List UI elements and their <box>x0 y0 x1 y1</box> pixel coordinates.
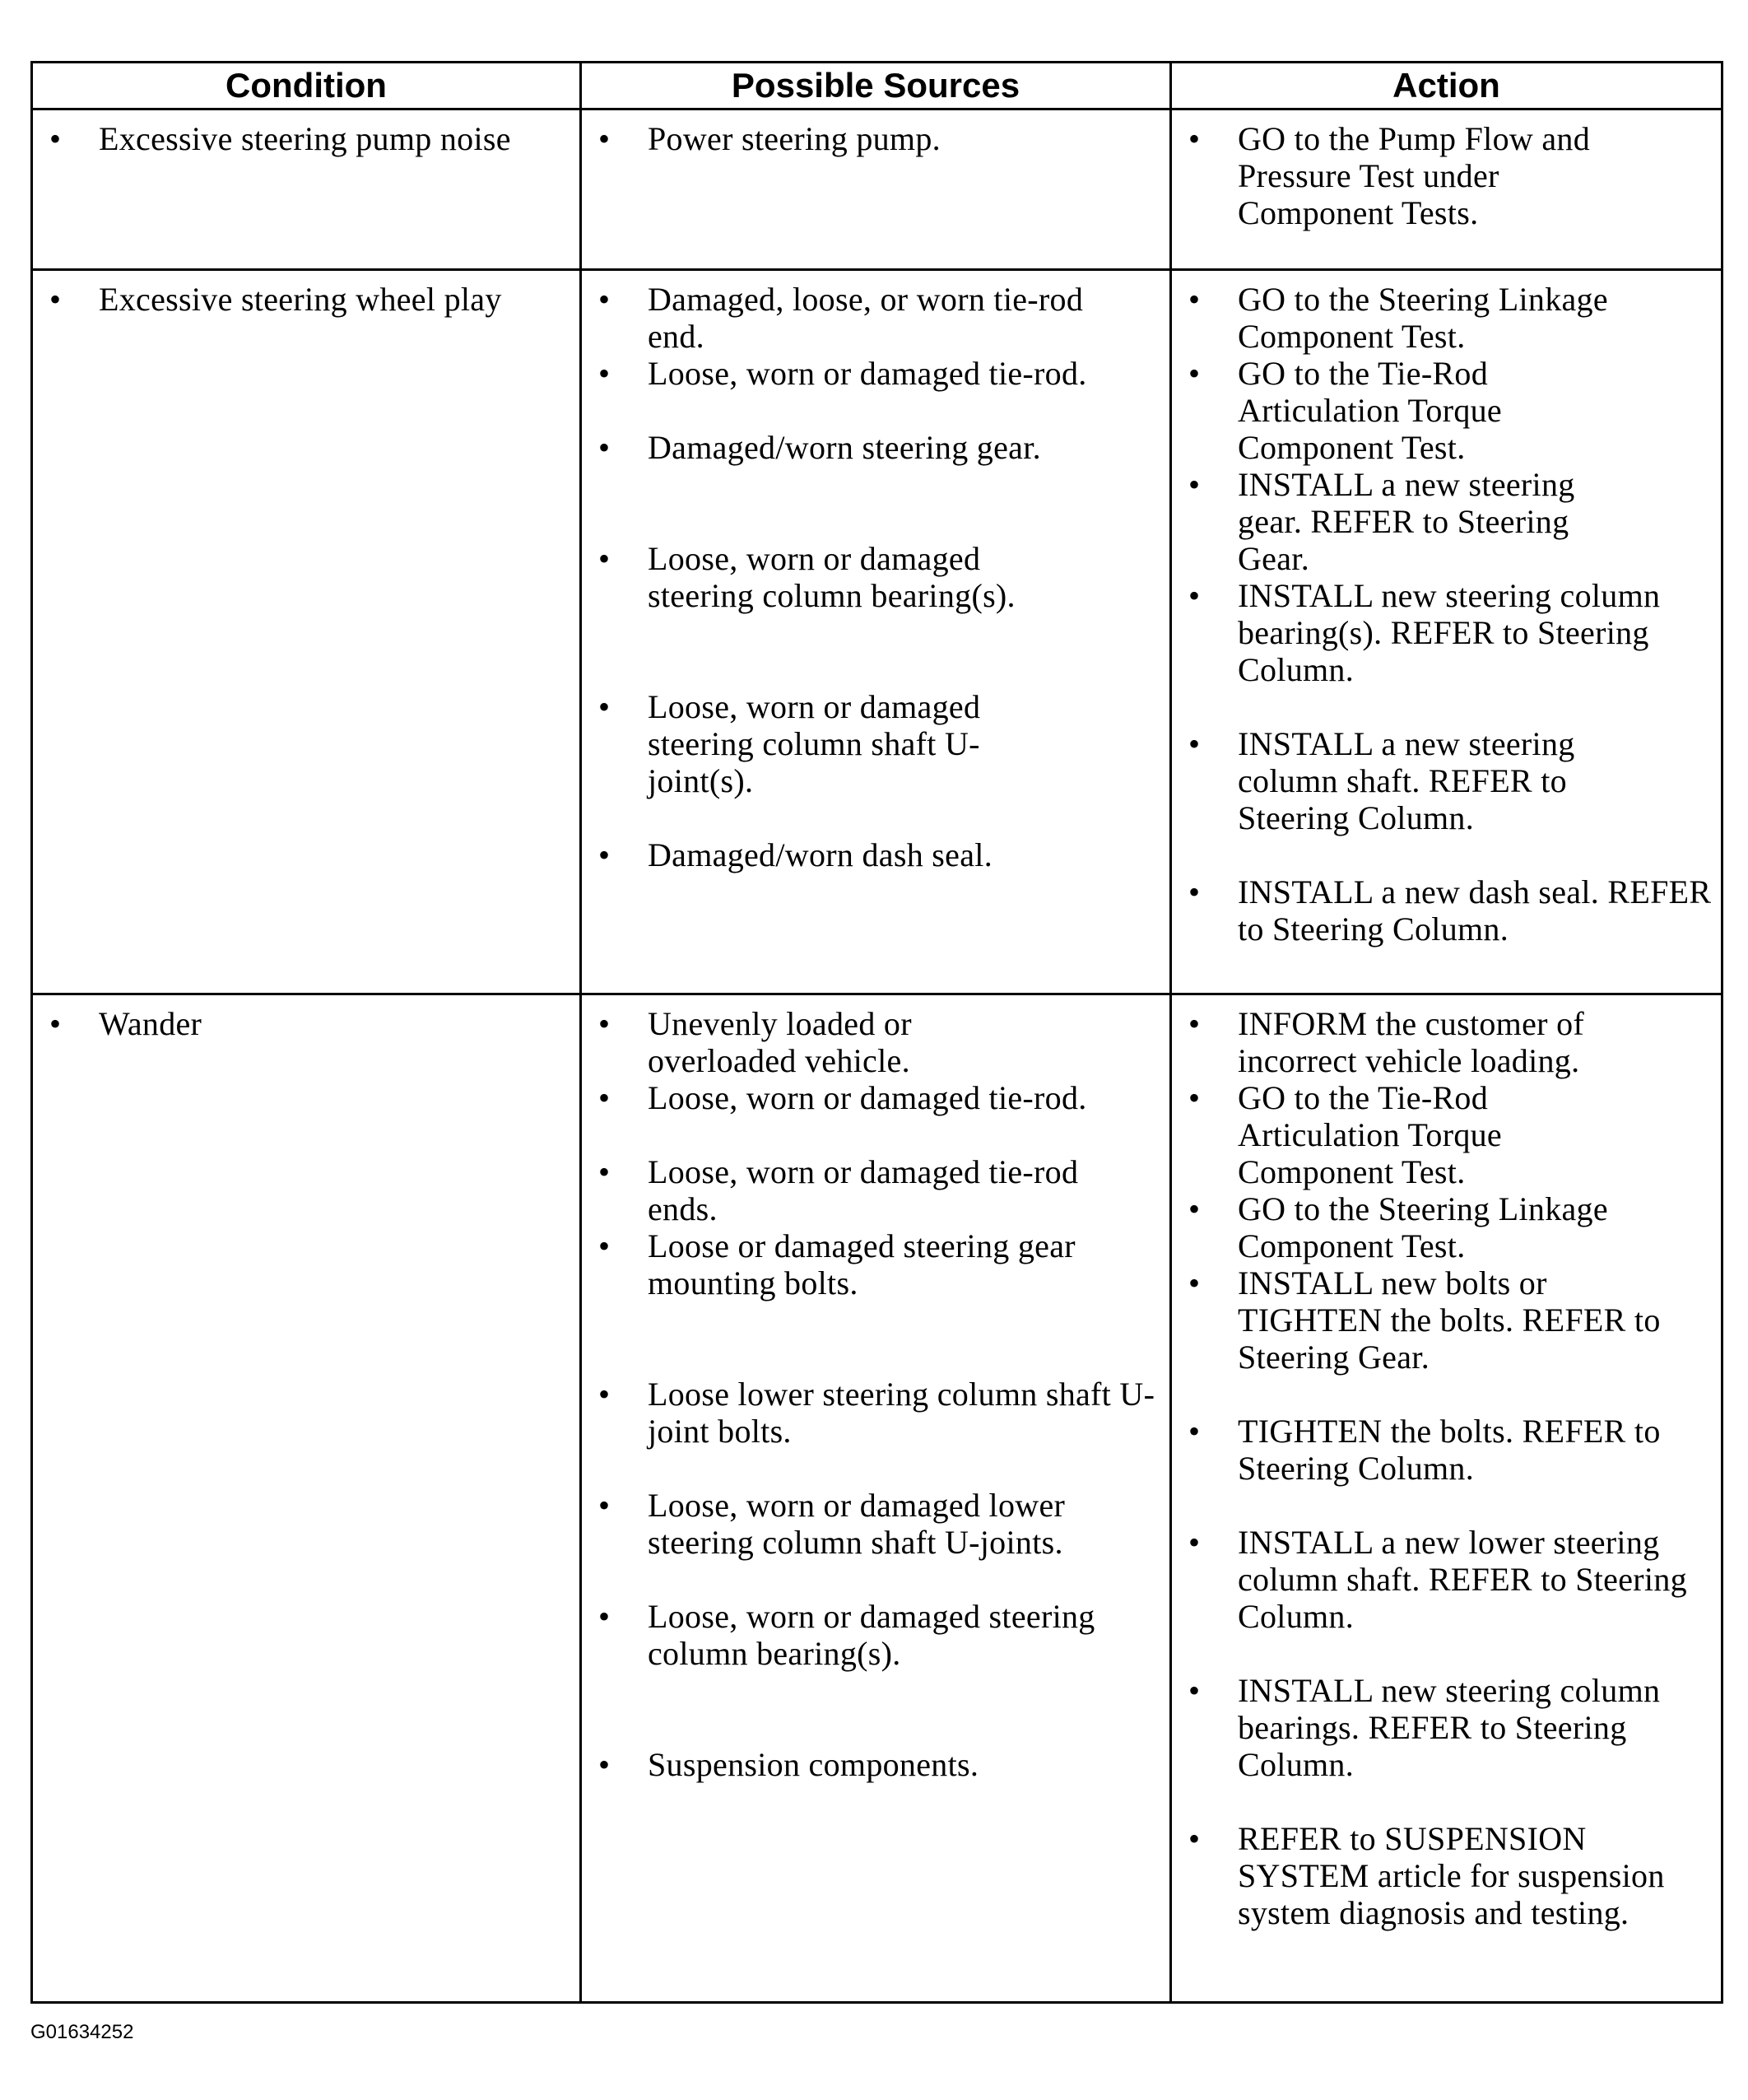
source-item: • Unevenly loaded or overloaded vehicle. <box>590 1005 1161 1079</box>
source-item: • Loose, worn or damaged steering column bearing(s). <box>590 1598 1161 1672</box>
header-row <box>32 63 1722 109</box>
condition-item: • Excessive steering pump noise <box>41 120 571 157</box>
source-item: • Damaged, loose, or worn tie-rod end. <box>590 281 1161 355</box>
action-item: • GO to the Steering Linkage Component Test. <box>1180 1190 1713 1264</box>
action-item: • GO to the Pump Flow and Pressure Test under Component Tests. <box>1180 120 1713 231</box>
condition-cell <box>32 270 581 994</box>
action-item: • GO to the Tie-Rod Articulation Torque Component Test. <box>1180 355 1713 466</box>
action-item: • INSTALL a new dash seal. REFER to Steering Column. <box>1180 873 1713 948</box>
header-action: Action <box>1171 63 1722 109</box>
action-item: • INSTALL a new steering gear. REFER to Steering Gear. <box>1180 466 1713 577</box>
action-item: • GO to the Tie-Rod Articulation Torque Component Test. <box>1180 1079 1713 1190</box>
condition-cell <box>32 109 581 270</box>
source-item: • Loose, worn or damaged tie-rod. <box>590 355 1161 392</box>
action-item: • REFER to SUSPENSION SYSTEM article for suspension system diagnosis and testing. <box>1180 1820 1713 1931</box>
action-item: • GO to the Steering Linkage Component Test. <box>1180 281 1713 355</box>
action-item: • INSTALL new steering column bearing(s). REFER to Steering Column. <box>1180 577 1713 688</box>
source-item: • Damaged/worn steering gear. <box>590 429 1161 466</box>
source-item: • Power steering pump. <box>590 120 1161 157</box>
table-row <box>32 994 1722 2003</box>
source-item: • Loose, worn or damaged steering column bearing(s). <box>590 540 1161 614</box>
actions-cell <box>1171 994 1722 2003</box>
table-row <box>32 270 1722 994</box>
sources-cell <box>581 270 1171 994</box>
source-item: • Loose, worn or damaged tie-rod. <box>590 1079 1161 1116</box>
sources-cell <box>581 994 1171 2003</box>
action-item: • INSTALL new bolts or TIGHTEN the bolts. REFER to Steering Gear. <box>1180 1264 1713 1376</box>
source-item: • Loose or damaged steering gear mounting bolts. <box>590 1227 1161 1301</box>
action-item: • TIGHTEN the bolts. REFER to Steering Column. <box>1180 1413 1713 1487</box>
action-item: • INSTALL new steering column bearings. REFER to Steering Column. <box>1180 1672 1713 1783</box>
source-item: • Suspension components. <box>590 1746 1161 1783</box>
action-item: • INFORM the customer of incorrect vehicle loading. <box>1180 1005 1713 1079</box>
sources-cell <box>581 109 1171 270</box>
actions-cell <box>1171 109 1722 270</box>
source-item: • Loose, worn or damaged tie-rod ends. <box>590 1153 1161 1227</box>
action-item: • INSTALL a new steering column shaft. REFER to Steering Column. <box>1180 725 1713 836</box>
source-item: • Loose, worn or damaged steering column shaft U-joint(s). <box>590 688 1161 799</box>
source-item: • Damaged/worn dash seal. <box>590 836 1161 873</box>
header-condition: Condition <box>32 63 581 109</box>
actions-cell <box>1171 270 1722 994</box>
condition-cell <box>32 994 581 2003</box>
source-item: • Loose, worn or damaged lower steering column shaft U-joints. <box>590 1487 1161 1561</box>
action-item: • INSTALL a new lower steering column shaft. REFER to Steering Column. <box>1180 1524 1713 1635</box>
figure-id: G01634252 <box>30 2021 134 2043</box>
condition-item: • Excessive steering wheel play <box>41 281 571 318</box>
source-item: • Loose lower steering column shaft U-joint bolts. <box>590 1376 1161 1450</box>
diagnosis-table <box>30 61 1723 2004</box>
table-row <box>32 109 1722 270</box>
header-possible-sources: Possible Sources <box>581 63 1171 109</box>
condition-item: • Wander <box>41 1005 571 1042</box>
